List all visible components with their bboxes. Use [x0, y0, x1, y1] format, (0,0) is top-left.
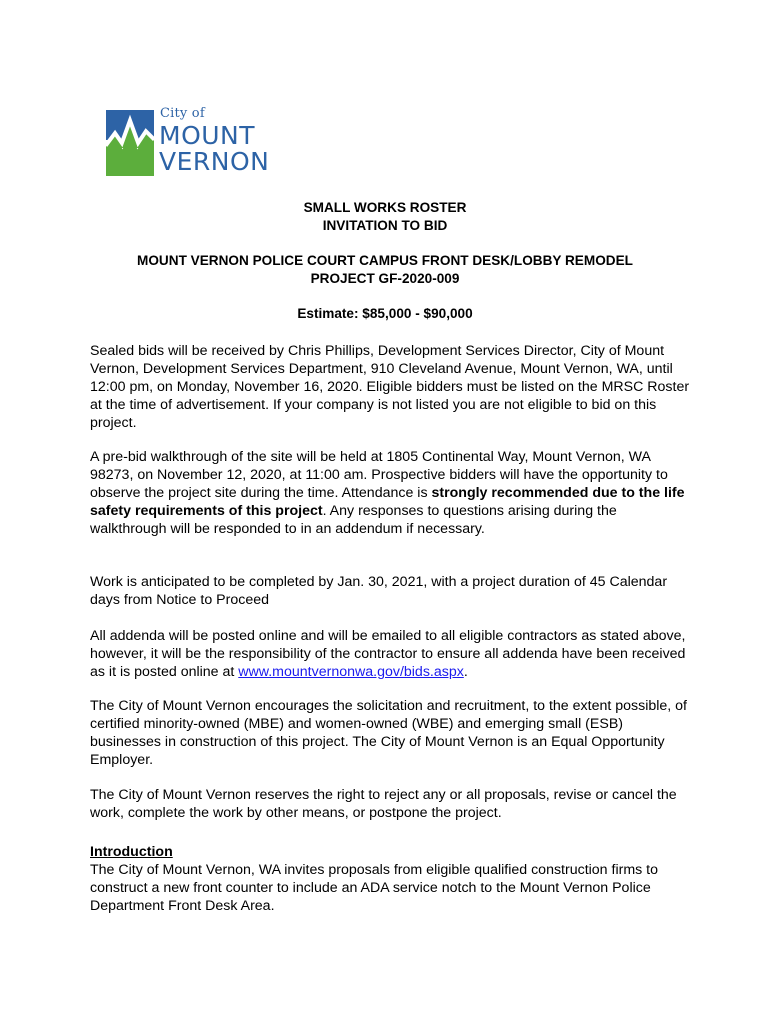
logo-city-of: City of: [160, 106, 205, 121]
paragraph-addenda: [90, 627, 690, 681]
logo-vernon: VERNON: [159, 147, 270, 176]
walkthrough-text-b: . Any responses to questions arising during the walkthrough will be responded to in an addendum if necessary.: [90, 503, 617, 537]
addenda-text-a: All addenda will be posted online and will be emailed to all eligible contractors as stated above, however, it will be the responsibility of the contractor to ensure all addenda have been received as it is posted online at: [90, 628, 686, 680]
paragraph-work-text: Work is anticipated to be completed by Jan. 30, 2021, with a project duration of 45 Calendar days from Notice to Proceed: [90, 574, 668, 608]
walkthrough-bold-text: strongly recommended due to the life safety requirements of this project: [90, 485, 685, 519]
paragraph-bids-text: Sealed bids will be received by Chris Phillips, Development Services Director, City of Mount Vernon, Development Services Department, 910 Cleveland Avenue, Mount Vernon, WA, until 12:00 pm, on Monday, November 16, 2020. Eligible bidders must be listed on the MRSC Roster at the time of advertisement. If your company is not listed you are not eligible to bid on this project.: [90, 343, 690, 431]
city-logo: [106, 106, 281, 178]
paragraph-reserves-text: The City of Mount Vernon reserves the right to reject any or all proposals, revise or cancel the work, complete the work by other means, or postpone the project.: [90, 787, 677, 821]
logo-mount: MOUNT: [159, 121, 256, 150]
introduction-section: [90, 843, 690, 915]
paragraph-encourages: [90, 697, 690, 769]
title-line-2: INVITATION TO BID: [322, 218, 448, 233]
paragraph-walkthrough: [90, 448, 690, 538]
paragraph-walkthrough-text: [90, 448, 690, 538]
estimate: Estimate: $85,000 - $90,000: [297, 306, 473, 321]
project-line-1: MOUNT VERNON POLICE COURT CAMPUS FRONT DESK/LOBBY REMODEL: [137, 253, 633, 268]
doc-title: [0, 199, 770, 235]
paragraph-encourages-text: The City of Mount Vernon encourages the solicitation and recruitment, to the extent possible, of certified minority-owned (MBE) and women-owned (WBE) and emerging small (ESB) businesses in construction of this project. The City of Mount Vernon is an Equal Opportunity Employer.: [90, 698, 688, 768]
introduction-text: The City of Mount Vernon, WA invites proposals from eligible qualified construction firms to construct a new front counter to include an ADA service notch to the Mount Vernon Police Department Front Desk Area.: [90, 862, 659, 914]
addenda-text-b: .: [463, 664, 468, 680]
project-line-2: PROJECT GF-2020-009: [310, 271, 460, 286]
title-line-1: SMALL WORKS ROSTER: [303, 200, 467, 215]
project-title: [0, 252, 770, 288]
walkthrough-text-a: A pre-bid walkthrough of the site will be held at 1805 Continental Way, Mount Vernon, WA 98273, on November 12, 2020, at 11:00 am. Prospective bidders will have the opportunity to observe the project site during the time. Attendance is: [90, 449, 668, 501]
paragraph-bids: [90, 342, 690, 432]
mountain-logo-icon: [106, 110, 154, 176]
paragraph-reserves: [90, 786, 690, 822]
introduction-heading: Introduction: [90, 844, 173, 860]
paragraph-work: [90, 573, 690, 609]
bids-link[interactable]: www.mountvernonwa.gov/bids.aspx: [238, 664, 464, 680]
paragraph-addenda-text: [90, 627, 690, 681]
